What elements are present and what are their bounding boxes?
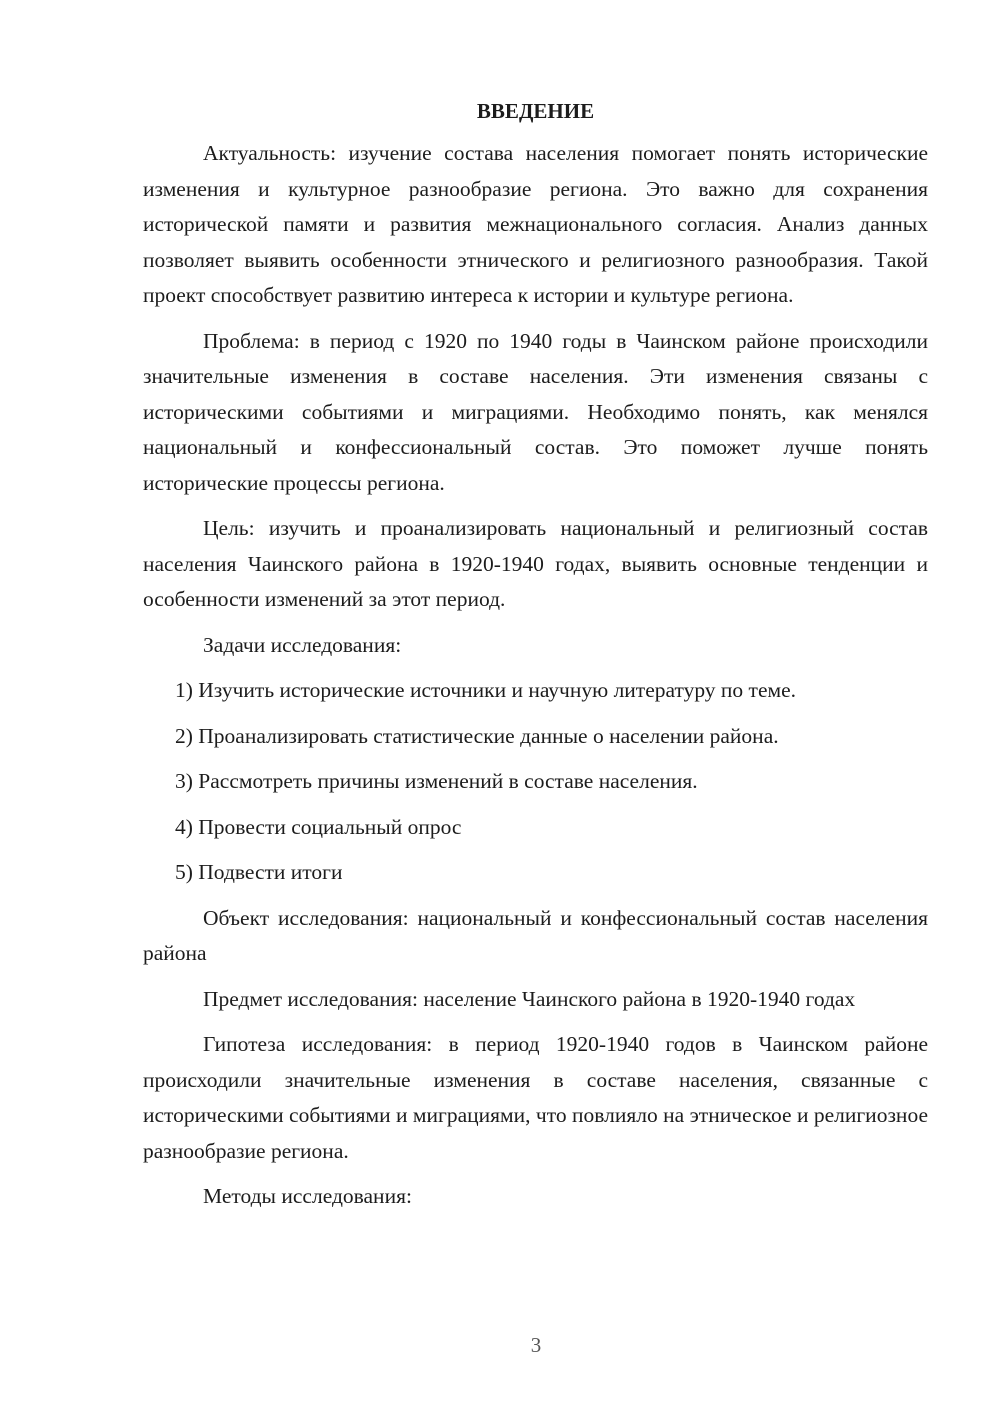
list-item: 4) Провести социальный опрос [175, 814, 462, 839]
problem-paragraph: Проблема: в период с 1920 по 1940 годы в Чаинском районе происходили значительные изменения в составе населения. Эти изменения связаны с историческими событиями и миграциями. Необходимо понять, как менялся национальный и конфессиональный состав. Это поможет лучше понять исторические процессы региона. [143, 328, 928, 495]
list-item: 5) Подвести итоги [175, 860, 343, 884]
goal-paragraph: Цель: изучить и проанализировать национальный и религиозный состав населения Чаинского района в 1920-1940 годах, выявить основные тенденции и особенности изменений за этот период. [143, 516, 928, 611]
subject-paragraph: Предмет исследования: население Чаинского района в 1920-1940 годах [203, 986, 856, 1011]
tasks-list [143, 673, 928, 891]
list-item: 3) Рассмотреть причины изменений в составе населения. [175, 769, 698, 793]
page-number: 3 [530, 1333, 542, 1357]
relevance-paragraph: Актуальность: изучение состава населения помогает понять исторические изменения и культурное разнообразие региона. Это важно для сохранения исторической памяти и развития межнационального согласия. Анализ данных позволяет выявить особенности этнического и религиозного разнообразия. Такой проект способствует развитию интереса к истории и культуре региона. [143, 141, 928, 307]
list-item: 2) Проанализировать статистические данные о населении района. [175, 723, 779, 748]
hypothesis-paragraph: Гипотеза исследования: в период 1920-1940 годов в Чаинском районе происходили значительные изменения в составе населения, связанные с историческими событиями и миграциями, что повлияло на этническое и религиозное разнообразие региона. [143, 1032, 928, 1163]
document-page [143, 96, 928, 1225]
tasks-heading: Задачи исследования: [203, 632, 402, 657]
section-title: ВВЕДЕНИЕ [476, 99, 595, 123]
object-paragraph: Объект исследования: национальный и конфессиональный состав населения района [143, 905, 928, 965]
list-item: 1) Изучить исторические источники и научную литературу по теме. [175, 678, 797, 702]
methods-heading: Методы исследования: [203, 1184, 412, 1208]
